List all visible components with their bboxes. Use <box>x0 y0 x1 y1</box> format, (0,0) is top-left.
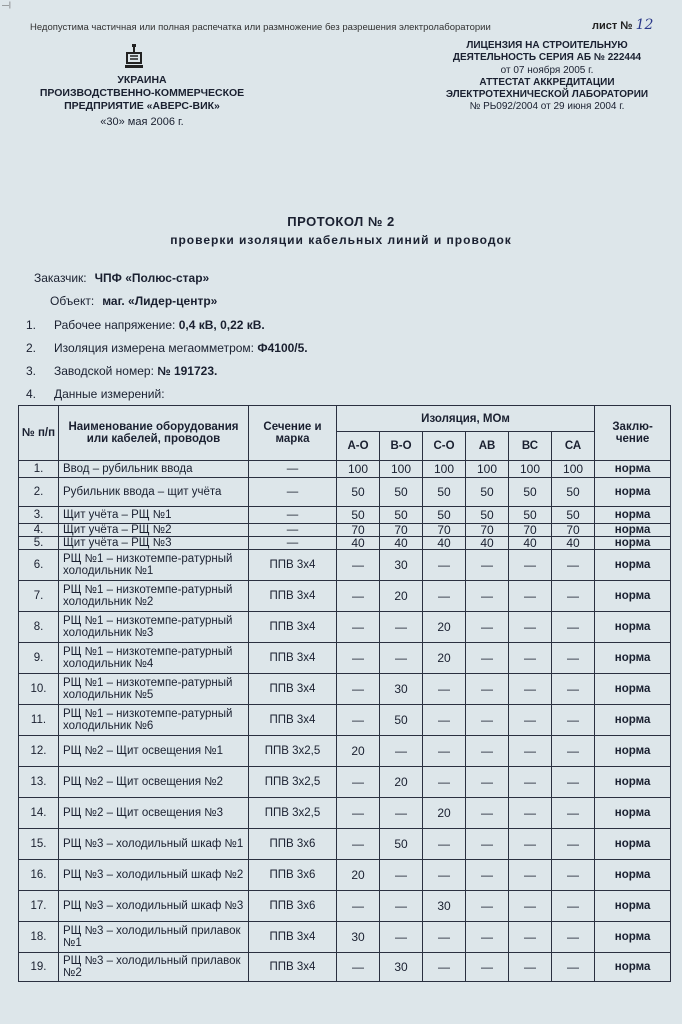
row-number: 13. <box>19 767 59 798</box>
object-value: маг. «Лидер-центр» <box>102 294 218 308</box>
row-insulation-value: — <box>337 612 380 643</box>
row-conclusion: норма <box>595 767 671 798</box>
row-insulation-value: — <box>423 736 466 767</box>
row-insulation-value: 70 <box>337 524 380 537</box>
row-section: ППВ 3х2,5 <box>249 736 337 767</box>
row-insulation-value: 100 <box>509 461 552 478</box>
object-label: Объект: <box>50 294 95 308</box>
row-insulation-value: 100 <box>337 461 380 478</box>
row-insulation-value: — <box>509 953 552 982</box>
row-section: ППВ 3х2,5 <box>249 798 337 829</box>
row-name: Щит учёта – РЩ №3 <box>59 537 249 550</box>
row-insulation-value: 100 <box>552 461 595 478</box>
row-insulation-value: — <box>552 674 595 705</box>
row-insulation-value: — <box>423 705 466 736</box>
row-insulation-value: — <box>423 953 466 982</box>
row-insulation-value: 50 <box>466 507 509 524</box>
row-insulation-value: — <box>509 674 552 705</box>
row-number: 5. <box>19 537 59 550</box>
table-row <box>19 537 671 550</box>
row-insulation-value: — <box>552 922 595 953</box>
item-value: № 191723. <box>157 364 218 378</box>
sheet-number-value: 12 <box>635 17 654 33</box>
table-body <box>19 461 671 982</box>
header-phase: СА <box>552 432 595 461</box>
row-insulation-value: — <box>380 643 423 674</box>
table-row <box>19 674 671 705</box>
row-number: 1. <box>19 461 59 478</box>
table-row <box>19 922 671 953</box>
row-insulation-value: — <box>380 798 423 829</box>
item-label: Изоляция измерена мегаомметром: <box>54 341 255 355</box>
row-insulation-value: 50 <box>552 507 595 524</box>
row-section: ППВ 3х4 <box>249 705 337 736</box>
protocol-title: ПРОТОКОЛ № 2 <box>287 214 395 229</box>
row-insulation-value: 30 <box>380 550 423 581</box>
row-insulation-value: — <box>466 612 509 643</box>
row-insulation-value: — <box>552 550 595 581</box>
row-insulation-value: — <box>509 612 552 643</box>
license-line-4: АТТЕСТАТ АККРЕДИТАЦИИ <box>479 76 615 88</box>
license-line-3: от 07 ноября 2005 г. <box>500 64 594 76</box>
row-conclusion: норма <box>595 612 671 643</box>
table-row <box>19 461 671 478</box>
row-name: Щит учёта – РЩ №1 <box>59 507 249 524</box>
row-insulation-value: — <box>552 705 595 736</box>
row-name: РЩ №1 – низкотемпе-ратурный холодильник №1 <box>59 550 249 581</box>
row-number: 8. <box>19 612 59 643</box>
row-conclusion: норма <box>595 643 671 674</box>
sheet-number <box>592 17 653 33</box>
row-insulation-value: — <box>509 767 552 798</box>
row-name: Щит учёта – РЩ №2 <box>59 524 249 537</box>
item-label: Данные измерений: <box>54 387 165 401</box>
copy-notice: Недопустима частичная или полная распечатка или размножение без разрешения электролаборатории <box>30 22 491 33</box>
table-row <box>19 798 671 829</box>
row-conclusion: норма <box>595 829 671 860</box>
row-name: РЩ №2 – Щит освещения №3 <box>59 798 249 829</box>
row-insulation-value: 50 <box>509 507 552 524</box>
item-number: 2. <box>26 341 37 355</box>
row-section: — <box>249 507 337 524</box>
row-insulation-value: — <box>466 674 509 705</box>
object-field <box>50 294 217 308</box>
license-line-2: ДЕЯТЕЛЬНОСТЬ СЕРИЯ АБ № 222444 <box>452 52 642 64</box>
license-line-5: ЭЛЕКТРОТЕХНИЧЕСКОЙ ЛАБОРАТОРИИ <box>445 89 649 101</box>
row-insulation-value: — <box>509 550 552 581</box>
row-section: — <box>249 461 337 478</box>
row-insulation-value: 50 <box>466 478 509 507</box>
row-insulation-value: 50 <box>380 829 423 860</box>
row-insulation-value: — <box>337 767 380 798</box>
row-name: РЩ №1 – низкотемпе-ратурный холодильник №3 <box>59 612 249 643</box>
row-number: 7. <box>19 581 59 612</box>
row-name: РЩ №1 – низкотемпе-ратурный холодильник №4 <box>59 643 249 674</box>
item-label: Рабочее напряжение: <box>54 318 176 332</box>
row-insulation-value: 20 <box>423 798 466 829</box>
row-insulation-value: — <box>552 798 595 829</box>
row-insulation-value: — <box>509 829 552 860</box>
row-insulation-value: — <box>509 922 552 953</box>
header-name: Наименование оборудования или кабелей, проводов <box>59 406 249 461</box>
row-insulation-value: — <box>552 891 595 922</box>
row-insulation-value: — <box>509 860 552 891</box>
row-number: 10. <box>19 674 59 705</box>
header-number: № п/п <box>19 406 59 461</box>
table-row <box>19 478 671 507</box>
row-insulation-value: 20 <box>423 643 466 674</box>
row-name: РЩ №1 – низкотемпе-ратурный холодильник №5 <box>59 674 249 705</box>
row-insulation-value: 20 <box>380 581 423 612</box>
table-row <box>19 581 671 612</box>
license-header <box>432 40 662 114</box>
row-insulation-value: — <box>509 891 552 922</box>
row-insulation-value: — <box>423 829 466 860</box>
row-insulation-value: — <box>337 891 380 922</box>
row-number: 6. <box>19 550 59 581</box>
row-insulation-value: — <box>380 922 423 953</box>
row-number: 19. <box>19 953 59 982</box>
row-insulation-value: — <box>552 581 595 612</box>
row-insulation-value: — <box>466 922 509 953</box>
row-insulation-value: 30 <box>380 953 423 982</box>
org-country: УКРАИНА <box>117 74 167 86</box>
row-conclusion: норма <box>595 581 671 612</box>
row-insulation-value: 40 <box>380 537 423 550</box>
table-row <box>19 550 671 581</box>
row-insulation-value: — <box>509 705 552 736</box>
row-insulation-value: — <box>380 612 423 643</box>
row-insulation-value: — <box>466 891 509 922</box>
row-section: ППВ 3х6 <box>249 829 337 860</box>
table-row <box>19 507 671 524</box>
item-row <box>26 364 217 378</box>
row-name: РЩ №3 – холодильный шкаф №2 <box>59 860 249 891</box>
company-logo-icon <box>124 44 144 70</box>
row-insulation-value: 20 <box>337 736 380 767</box>
row-insulation-value: — <box>466 643 509 674</box>
row-section: — <box>249 537 337 550</box>
row-number: 2. <box>19 478 59 507</box>
row-insulation-value: — <box>552 829 595 860</box>
row-insulation-value: 40 <box>552 537 595 550</box>
row-name: Рубильник ввода – щит учёта <box>59 478 249 507</box>
row-insulation-value: 40 <box>423 537 466 550</box>
row-conclusion: норма <box>595 736 671 767</box>
row-insulation-value: — <box>337 953 380 982</box>
row-insulation-value: 70 <box>380 524 423 537</box>
item-value: 0,4 кВ, 0,22 кВ. <box>178 318 265 332</box>
row-section: ППВ 3х6 <box>249 860 337 891</box>
row-insulation-value: 50 <box>509 478 552 507</box>
row-insulation-value: — <box>423 581 466 612</box>
header-phase: А-О <box>337 432 380 461</box>
row-insulation-value: 70 <box>509 524 552 537</box>
table-row <box>19 524 671 537</box>
row-insulation-value: 50 <box>552 478 595 507</box>
row-insulation-value: — <box>552 767 595 798</box>
org-type: ПРОИЗВОДСТВЕННО-КОММЕРЧЕСКОЕ <box>39 87 245 99</box>
row-insulation-value: 30 <box>380 674 423 705</box>
row-insulation-value: 20 <box>337 860 380 891</box>
row-insulation-value: — <box>509 736 552 767</box>
row-name: РЩ №2 – Щит освещения №2 <box>59 767 249 798</box>
row-number: 17. <box>19 891 59 922</box>
organization-header <box>22 74 262 129</box>
row-conclusion: норма <box>595 798 671 829</box>
license-line-1: ЛИЦЕНЗИЯ НА СТРОИТЕЛЬНУЮ <box>466 40 628 51</box>
row-conclusion: норма <box>595 507 671 524</box>
row-section: ППВ 3х4 <box>249 550 337 581</box>
row-insulation-value: — <box>423 922 466 953</box>
row-name: РЩ №3 – холодильный прилавок №2 <box>59 953 249 982</box>
row-section: ППВ 3х6 <box>249 891 337 922</box>
table-row <box>19 860 671 891</box>
row-section: — <box>249 524 337 537</box>
item-value: Ф4100/5. <box>257 341 308 355</box>
row-insulation-value: 70 <box>552 524 595 537</box>
row-insulation-value: 70 <box>466 524 509 537</box>
header-phase: В-О <box>380 432 423 461</box>
row-section: ППВ 3х2,5 <box>249 767 337 798</box>
row-number: 9. <box>19 643 59 674</box>
table-row <box>19 767 671 798</box>
org-date: «30» мая 2006 г. <box>100 116 184 128</box>
row-insulation-value: 50 <box>337 478 380 507</box>
row-name: РЩ №3 – холодильный шкаф №1 <box>59 829 249 860</box>
row-insulation-value: — <box>509 643 552 674</box>
row-insulation-value: — <box>466 736 509 767</box>
table-row <box>19 953 671 982</box>
row-name: Ввод – рубильник ввода <box>59 461 249 478</box>
row-conclusion: норма <box>595 953 671 982</box>
row-conclusion: норма <box>595 478 671 507</box>
row-number: 11. <box>19 705 59 736</box>
row-insulation-value: — <box>337 674 380 705</box>
row-insulation-value: 20 <box>423 612 466 643</box>
row-number: 16. <box>19 860 59 891</box>
row-name: РЩ №1 – низкотемпе-ратурный холодильник №6 <box>59 705 249 736</box>
row-insulation-value: — <box>337 581 380 612</box>
row-insulation-value: 30 <box>423 891 466 922</box>
row-number: 3. <box>19 507 59 524</box>
row-conclusion: норма <box>595 860 671 891</box>
header-phase: С-О <box>423 432 466 461</box>
license-line-6: № РЬ092/2004 от 29 июня 2004 г. <box>469 101 625 113</box>
row-insulation-value: — <box>466 953 509 982</box>
row-insulation-value: — <box>509 798 552 829</box>
row-insulation-value: — <box>337 798 380 829</box>
row-insulation-value: — <box>423 860 466 891</box>
row-insulation-value: — <box>423 767 466 798</box>
row-insulation-value: — <box>552 736 595 767</box>
row-insulation-value: 70 <box>423 524 466 537</box>
header-insulation: Изоляция, МОм <box>337 406 595 432</box>
row-section: ППВ 3х4 <box>249 922 337 953</box>
row-insulation-value: 100 <box>423 461 466 478</box>
row-conclusion: норма <box>595 537 671 550</box>
row-insulation-value: 100 <box>466 461 509 478</box>
row-insulation-value: — <box>466 829 509 860</box>
item-row <box>26 387 165 401</box>
row-insulation-value: 20 <box>380 767 423 798</box>
row-insulation-value: — <box>337 550 380 581</box>
row-name: РЩ №2 – Щит освещения №1 <box>59 736 249 767</box>
row-conclusion: норма <box>595 922 671 953</box>
item-number: 3. <box>26 364 37 378</box>
row-insulation-value: 50 <box>337 507 380 524</box>
header-conclusion: Заклю-чение <box>595 406 671 461</box>
row-insulation-value: 40 <box>509 537 552 550</box>
row-insulation-value: — <box>337 705 380 736</box>
row-insulation-value: — <box>466 581 509 612</box>
row-insulation-value: — <box>423 550 466 581</box>
row-insulation-value: 40 <box>466 537 509 550</box>
row-insulation-value: 40 <box>337 537 380 550</box>
row-conclusion: норма <box>595 550 671 581</box>
row-number: 4. <box>19 524 59 537</box>
sheet-number-label: лист № <box>592 20 633 32</box>
table-row <box>19 643 671 674</box>
row-insulation-value: — <box>380 860 423 891</box>
org-name: ПРЕДПРИЯТИЕ «АВЕРС-ВИК» <box>64 100 220 112</box>
row-conclusion: норма <box>595 524 671 537</box>
row-insulation-value: — <box>337 829 380 860</box>
table-row <box>19 736 671 767</box>
header-phase: ВС <box>509 432 552 461</box>
item-label: Заводской номер: <box>54 364 154 378</box>
row-insulation-value: — <box>552 643 595 674</box>
row-insulation-value: — <box>509 581 552 612</box>
item-number: 1. <box>26 318 37 332</box>
row-number: 15. <box>19 829 59 860</box>
customer-field <box>34 271 209 285</box>
row-insulation-value: — <box>466 767 509 798</box>
corner-mark: —| <box>2 2 11 9</box>
table-row <box>19 891 671 922</box>
header-section: Сечение и марка <box>249 406 337 461</box>
row-section: ППВ 3х4 <box>249 953 337 982</box>
row-insulation-value: — <box>466 705 509 736</box>
measurements-table <box>18 405 671 982</box>
row-insulation-value: — <box>466 550 509 581</box>
row-conclusion: норма <box>595 891 671 922</box>
row-insulation-value: 50 <box>380 507 423 524</box>
row-insulation-value: 50 <box>380 478 423 507</box>
header-phase: АВ <box>466 432 509 461</box>
row-insulation-value: — <box>552 860 595 891</box>
row-insulation-value: 50 <box>380 705 423 736</box>
row-insulation-value: — <box>423 674 466 705</box>
row-insulation-value: — <box>466 860 509 891</box>
item-row <box>26 341 308 355</box>
row-name: РЩ №1 – низкотемпе-ратурный холодильник №2 <box>59 581 249 612</box>
row-insulation-value: — <box>337 643 380 674</box>
row-insulation-value: — <box>466 798 509 829</box>
row-insulation-value: — <box>552 953 595 982</box>
row-insulation-value: 50 <box>423 507 466 524</box>
table-row <box>19 705 671 736</box>
protocol-subtitle: проверки изоляции кабельных линий и проводок <box>170 233 512 247</box>
row-conclusion: норма <box>595 674 671 705</box>
row-section: ППВ 3х4 <box>249 643 337 674</box>
row-number: 12. <box>19 736 59 767</box>
row-conclusion: норма <box>595 461 671 478</box>
item-row <box>26 318 265 332</box>
table-row <box>19 829 671 860</box>
row-name: РЩ №3 – холодильный шкаф №3 <box>59 891 249 922</box>
customer-label: Заказчик: <box>34 271 87 285</box>
row-conclusion: норма <box>595 705 671 736</box>
row-insulation-value: — <box>552 612 595 643</box>
row-section: ППВ 3х4 <box>249 581 337 612</box>
row-insulation-value: — <box>380 891 423 922</box>
row-number: 14. <box>19 798 59 829</box>
table-row <box>19 612 671 643</box>
row-name: РЩ №3 – холодильный прилавок №1 <box>59 922 249 953</box>
row-insulation-value: 100 <box>380 461 423 478</box>
row-insulation-value: — <box>380 736 423 767</box>
row-section: ППВ 3х4 <box>249 612 337 643</box>
row-insulation-value: 50 <box>423 478 466 507</box>
row-number: 18. <box>19 922 59 953</box>
row-section: — <box>249 478 337 507</box>
row-insulation-value: 30 <box>337 922 380 953</box>
customer-value: ЧПФ «Полюс-стар» <box>94 271 210 285</box>
item-number: 4. <box>26 387 37 401</box>
row-section: ППВ 3х4 <box>249 674 337 705</box>
